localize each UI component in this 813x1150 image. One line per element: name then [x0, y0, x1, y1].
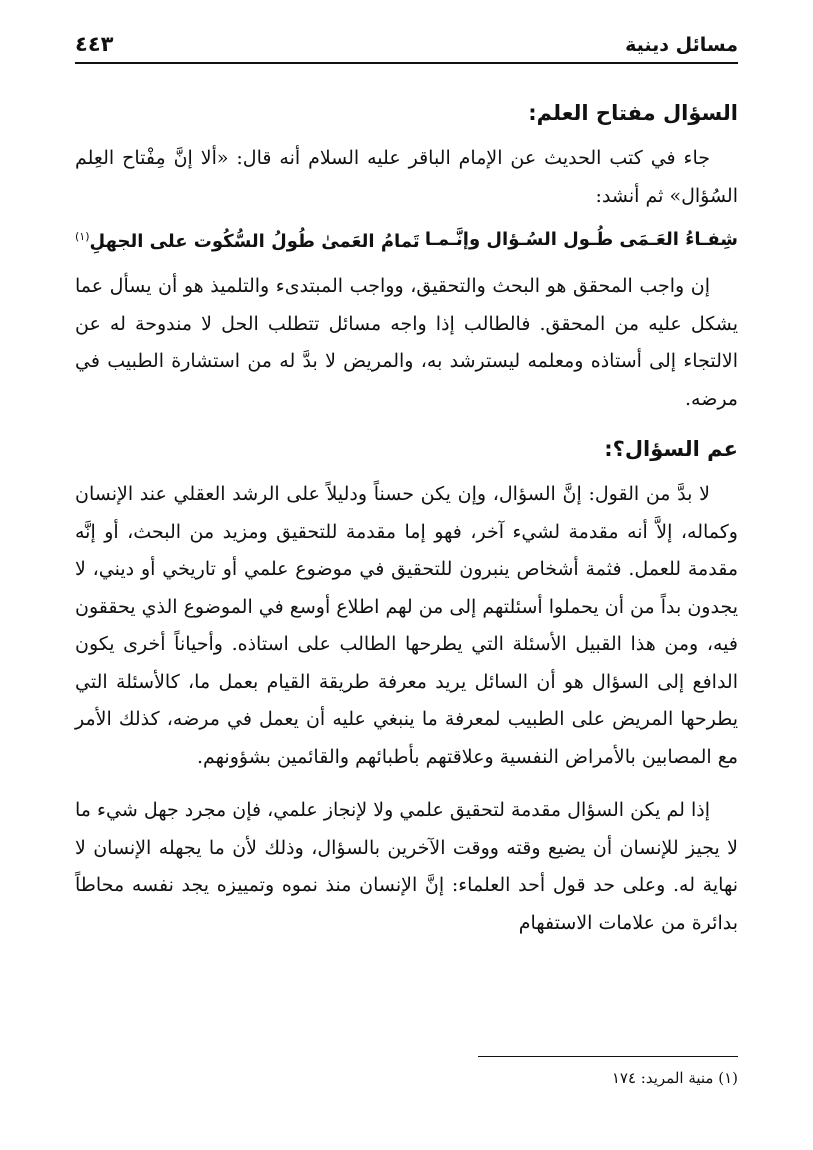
paragraph-hadith: جاء في كتب الحديث عن الإمام الباقر عليه السلام أنه قال: «ألا إنَّ مِفْتاح العِلم السُؤال» ثم أنشد:	[75, 147, 738, 207]
footnote-divider	[478, 1056, 738, 1057]
paragraph-question-purpose: لا بدَّ من القول: إنَّ السؤال، وإن يكن حسناً ودليلاً على الرشد العقلي عند الإنسان وكماله، إلاَّ أنه مقدمة لشيء آخر، فهو إما مقدمة للتحقيق ومزيد من البحث، أو إنَّه مقدمة للعمل. فثمة أشخاص ينبرون للتحقيق في موضوع علمي أو تاريخي أو ديني، لا يجدون بداً من أن يحملوا أسئلتهم إلى من لهم اطلاع أوسع في الموضوع الذي يحققون فيه، ومن هذا القبيل الأسئلة التي يطرحها الطالب على استاذه. وأحياناً أخرى يكون الدافع إلى السؤال هو أن السائل يريد معرفة طريقة القيام بعمل ما، كالأسئلة التي يطرحها المريض على الطبيب لمعرفة ما ينبغي عليه أن يعمل في مرضه، كذلك الأمر مع المصابين بالأمراض النفسية وعلاقتهم بأطبائهم والقائمين بشؤونهم.	[75, 483, 738, 768]
verse-second-hemistich: تَمامُ العَمىٰ طُولُ السُّكُوت على الجهلِ$^{(١)}$	[75, 230, 420, 252]
footnote: (١) منية المريد: ١٧٤	[611, 1069, 738, 1087]
paragraph-researcher-duty: إن واجب المحقق هو البحث والتحقيق، وواجب المبتدىء والتلميذ هو أن يسأل عما يشكل عليه من المحقق. فالطالب إذا واجه مسائل تتطلب الحل لا مندوحة له عن الالتجاء إلى أستاذه ومعلمه ليسترشد به، والمريض لا بدَّ له من استشارة الطبيب في مرضه.	[75, 275, 738, 410]
footnote-ref: (١)	[75, 230, 90, 243]
running-title: مسائل دينية	[625, 34, 738, 56]
poetry-verse	[75, 217, 738, 262]
body-text	[75, 92, 738, 942]
running-header	[75, 30, 738, 64]
verse-first-hemistich: شِفـاءُ العَـمَى طُـول السُـؤال وإنَّـمـا	[424, 228, 738, 250]
section-heading-about-question: عم السؤال؟:	[604, 437, 738, 461]
page-number: ٤٤٣	[75, 32, 114, 56]
paragraph-ignorance: إذا لم يكن السؤال مقدمة لتحقيق علمي ولا لإنجاز علمي، فإن مجرد جهل شيء ما لا يجيز للإنسان أن يضيع وقته ووقت الآخرين بالسؤال، وذلك لأن ما يجهله الإنسان لا نهاية له. وعلى حد قول أحد العلماء: إنَّ الإنسان منذ نموه وتمييزه يجد نفسه محاطاً بدائرة من علامات الاستفهام	[75, 799, 738, 934]
section-heading-question-key: السؤال مفتاح العلم:	[528, 101, 738, 125]
